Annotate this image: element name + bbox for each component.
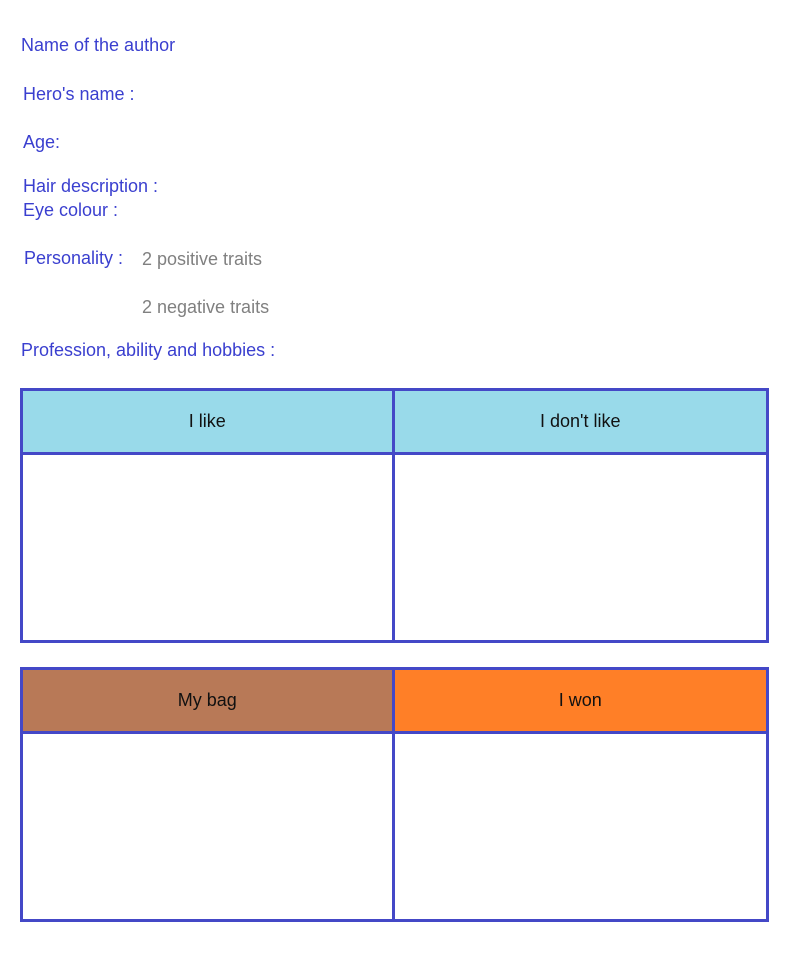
age-label: Age: bbox=[23, 132, 61, 152]
items-table bbox=[20, 667, 769, 922]
positive-traits-hint: 2 positive traits bbox=[142, 249, 263, 269]
my-bag-header-label: My bag bbox=[177, 690, 237, 710]
i-like-header bbox=[23, 391, 395, 455]
author-label: Name of the author bbox=[21, 35, 176, 55]
eye-colour-label: Eye colour : bbox=[23, 200, 119, 220]
my-bag-header bbox=[23, 670, 395, 734]
i-dont-like-header bbox=[395, 391, 767, 455]
i-like-header-label: I like bbox=[188, 411, 226, 431]
i-won-cell[interactable] bbox=[395, 734, 767, 919]
hair-description-label: Hair description : bbox=[23, 176, 159, 196]
personality-label: Personality : bbox=[24, 248, 124, 268]
i-won-header bbox=[395, 670, 767, 734]
hero-name-label: Hero's name : bbox=[23, 84, 135, 104]
profession-label: Profession, ability and hobbies : bbox=[21, 340, 276, 360]
i-dont-like-header-label: I don't like bbox=[540, 411, 621, 431]
my-bag-cell[interactable] bbox=[23, 734, 395, 919]
i-dont-like-cell[interactable] bbox=[395, 455, 767, 640]
i-won-header-label: I won bbox=[558, 690, 602, 710]
likes-table bbox=[20, 388, 769, 643]
i-like-cell[interactable] bbox=[23, 455, 395, 640]
negative-traits-hint: 2 negative traits bbox=[142, 297, 270, 317]
